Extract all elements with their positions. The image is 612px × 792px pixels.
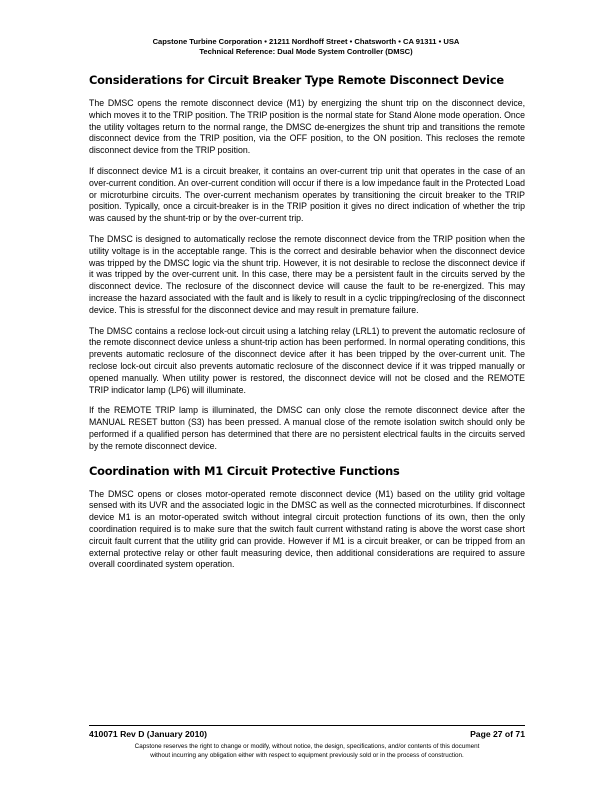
header-company-line: Capstone Turbine Corporation • 21211 Nordhoff Street • Chatsworth • CA 91311 • USA — [152, 37, 460, 46]
disclaimer-line: without incurring any obligation either with respect to equipment previously sold or in the process of construction. — [150, 751, 464, 759]
body-paragraph: The DMSC is designed to automatically reclose the remote disconnect device from the TRIP position when the utility voltage is in the acceptable range. This is the correct and desirable behavior when the disconnect device was tripped by the DMSC logic via the shunt trip. However, it is not desirable to reclose the disconnect device if it was tripped by the over-current unit. In this case, there may be a persistent fault in the circuits served by the disconnect device. The reclosure of the disconnect device will cause the fault to be re-energized. This may increase the hazard associated with the fault and is likely to result in a cyclic tripping/reclosing of the disconnect device. This is stressful for the disconnect device and may result in premature failure. — [89, 233, 525, 315]
section-heading-circuit-breaker: Considerations for Circuit Breaker Type Remote Disconnect Device — [89, 73, 504, 87]
footer-page-number: Page 27 of 71 — [470, 729, 525, 739]
body-paragraph: If disconnect device M1 is a circuit breaker, it contains an over-current trip unit that operates in the case of an over-current condition. An over-current condition will occur if there is a low impedance fault in the Protected Load or microturbine circuits. The over-current mechanism operates by transitioning the circuit breaker to the TRIP position. Typically, once a circuit-breaker is in the TRIP position it gives no direct indication of whether the trip was caused by the shunt-trip or by the over-current trip. — [89, 165, 525, 224]
body-paragraph: The DMSC opens the remote disconnect device (M1) by energizing the shunt trip on the disconnect device, which moves it to the TRIP position. The TRIP position is the normal state for Stand Alone mode operation. Once the utility voltages return to the normal range, the DMSC de-energizes the shunt trip and transitions the remote disconnect device from the TRIP position, via the OFF position, to the ON position. This recloses the remote disconnect device from the TRIP position. — [89, 98, 525, 156]
document-body — [89, 73, 525, 580]
body-paragraph: The DMSC contains a reclose lock-out circuit using a latching relay (LRL1) to prevent the automatic reclosure of the remote disconnect device unless a shunt-trip action has been performed. In normal operating conditions, this prevents automatic reclosure of the disconnect device after it has been tripped by the over-current unit. The reclose lock-out circuit also prevents automatic reclosure of the disconnect device if it was tripped manually or opened manually. When utility power is restored, the disconnect device will not be closed and the REMOTE TRIP indicator lamp (LP6) will illuminate. — [89, 325, 525, 395]
header-document-title: Technical Reference: Dual Mode System Controller (DMSC) — [199, 47, 413, 56]
footer-disclaimer — [89, 743, 525, 760]
body-paragraph: The DMSC opens or closes motor-operated remote disconnect device (M1) based on the utility grid voltage sensed with its UVR and the associated logic in the DMSC as well as the connected microturbines. If disconnect device M1 is an motor-operated switch without integral circuit protection functions of its own, then the only coordination required is to make sure that the switch fault current withstand rating is above the worst case short circuit fault current that the utility grid can provide. However if M1 is a circuit breaker, or can be tripped from an external protective relay or other fault measuring device, then additional considerations are required to assure overall coordinated system operation. — [89, 488, 525, 570]
page-header — [0, 37, 612, 57]
footer-divider — [89, 725, 525, 726]
section-heading-coordination: Coordination with M1 Circuit Protective Functions — [89, 463, 400, 478]
body-paragraph: If the REMOTE TRIP lamp is illuminated, the DMSC can only close the remote disconnect device after the MANUAL RESET button (S3) has been pressed. A manual close of the remote isolation switch should only be performed if a qualified person has determined that there are no persistent electrical faults in the circuits served by the remote disconnect device. — [89, 405, 525, 451]
disclaimer-line: Capstone reserves the right to change or modify, without notice, the design, specifications, and/or contents of this document — [134, 743, 480, 750]
footer-document-id: 410071 Rev D (January 2010) — [89, 729, 208, 739]
